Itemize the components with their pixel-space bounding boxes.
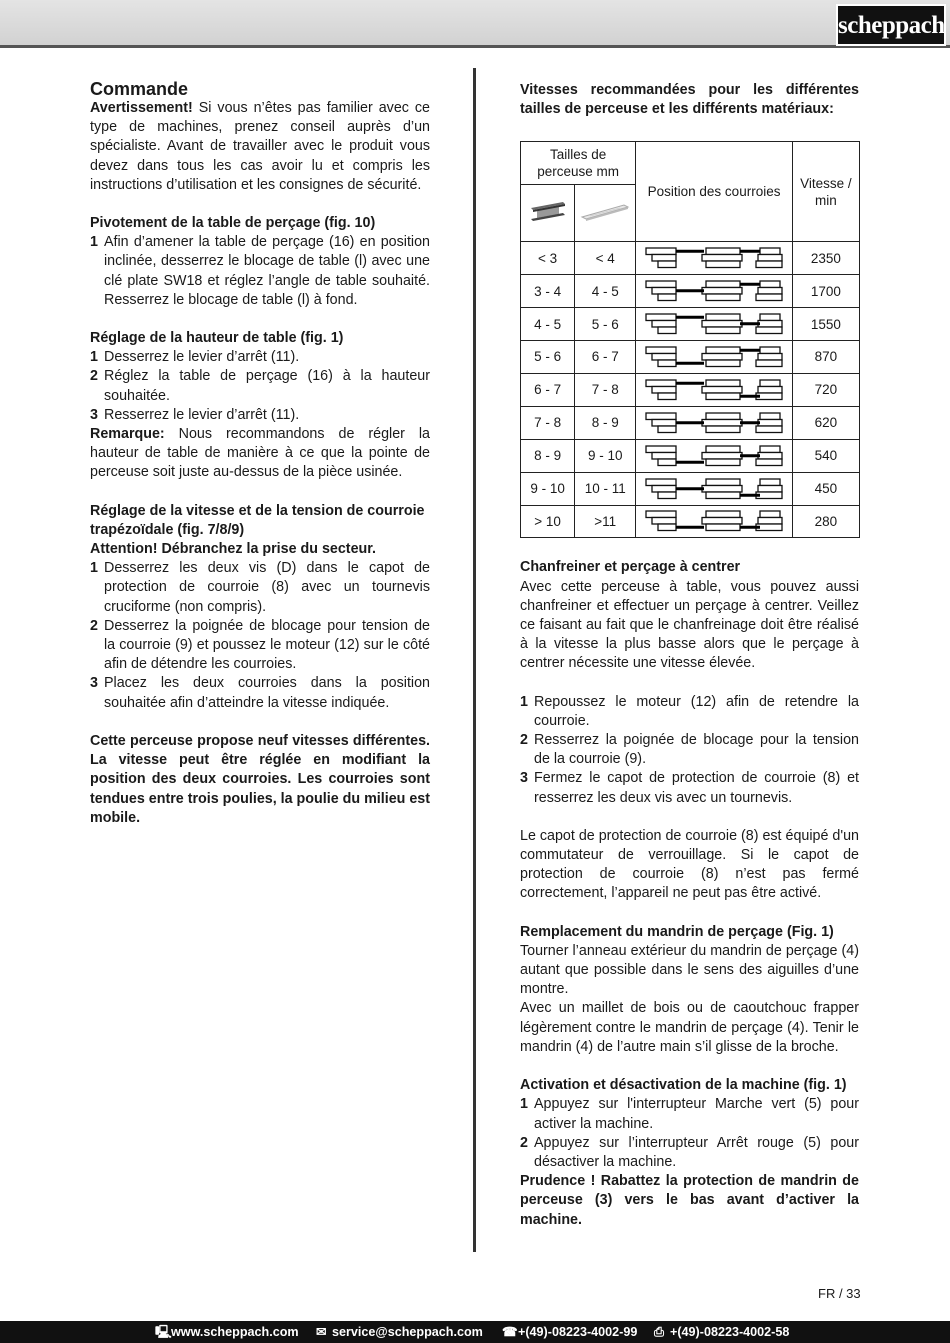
belt-position-cell bbox=[636, 505, 792, 538]
phone-icon: ☎ bbox=[502, 1325, 518, 1339]
list-item bbox=[90, 674, 430, 712]
note-text: Nous recommandons de régler la hauteur de table de manière à ce que la pointe de perceuse soit juste au-dessus de la pièce usinée. bbox=[90, 426, 430, 481]
list-item-number: 2 bbox=[520, 1134, 528, 1151]
list-item bbox=[90, 233, 430, 310]
list-item bbox=[90, 367, 430, 405]
footer-bar bbox=[0, 1321, 950, 1343]
chamfer-text: Avec cette perceuse à table, vous pouvez aussi chanfreiner et effectuer un perçage à centrer. Veillez ce faisant au fait que le chanfreinage doit être réalisé à la vitesse la plus basse alors que le perçage à centrer nécessite une vitesse élevée. bbox=[520, 578, 859, 672]
table-row bbox=[521, 242, 860, 275]
belt-position-cell bbox=[636, 439, 792, 472]
list-item-number: 1 bbox=[90, 349, 98, 366]
material-wood-cell bbox=[575, 185, 636, 242]
belt-position-diagram bbox=[644, 411, 784, 435]
list-item bbox=[90, 559, 430, 617]
table-row bbox=[521, 439, 860, 472]
note-paragraph bbox=[90, 425, 430, 483]
steel-size-cell: 3 - 4 bbox=[521, 275, 575, 308]
footer-phone: +(49)-08223-4002-99 bbox=[518, 1325, 638, 1339]
list-on-off bbox=[520, 1095, 859, 1172]
material-steel-cell bbox=[521, 185, 575, 242]
list-item-text: Resserrez le levier d’arrêt (11). bbox=[104, 406, 300, 423]
belt-position-diagram bbox=[644, 477, 784, 501]
belt-position-diagram bbox=[644, 312, 784, 336]
wood-size-cell: 6 - 7 bbox=[575, 341, 636, 374]
steel-size-cell: 4 - 5 bbox=[521, 308, 575, 341]
steel-size-cell: 9 - 10 bbox=[521, 472, 575, 505]
list-item bbox=[90, 406, 430, 425]
list-item bbox=[520, 769, 859, 807]
warning-text: Si vous n’êtes pas familier avec ce type de machines, prenez conseil auprès d’un spécialiste. Avant de travailler avec le produit vous devez dans tous les cas avoir lu et compris les instructions d’utilisation et les consignes de sécurité. bbox=[90, 100, 430, 193]
list-item-text: Repoussez le moteur (12) afin de retendre la courroie. bbox=[534, 693, 859, 729]
belt-position-cell bbox=[636, 242, 792, 275]
speed-cell: 280 bbox=[792, 505, 859, 538]
steel-size-cell: > 10 bbox=[521, 505, 575, 538]
speed-table-title: Vitesses recommandées pour les différentes tailles de perceuse et les différents matériaux: bbox=[520, 82, 859, 118]
footer-email[interactable]: service@scheppach.com bbox=[332, 1325, 483, 1339]
belt-position-diagram bbox=[644, 509, 784, 533]
list-table-tilt bbox=[90, 233, 430, 310]
belt-position-diagram bbox=[644, 444, 784, 468]
section-title-commande: Commande bbox=[90, 79, 189, 99]
list-item-number: 3 bbox=[90, 675, 98, 692]
wood-size-cell: 5 - 6 bbox=[575, 308, 636, 341]
computer-icon: 🖳 bbox=[155, 1325, 172, 1339]
speed-cell: 540 bbox=[792, 439, 859, 472]
table-row bbox=[521, 406, 860, 439]
heading-table-height: Réglage de la hauteur de table (fig. 1) bbox=[90, 330, 344, 347]
email-icon: ✉ bbox=[316, 1325, 327, 1339]
speed-cell: 1550 bbox=[792, 308, 859, 341]
table-header-row bbox=[521, 142, 860, 185]
belt-position-cell bbox=[636, 373, 792, 406]
warning-label: Avertissement! bbox=[90, 100, 193, 116]
note-label: Remarque: bbox=[90, 426, 165, 443]
header-drill-size: Tailles de perceuse mm bbox=[521, 142, 636, 185]
list-item-number: 2 bbox=[520, 732, 528, 749]
list-item-number: 3 bbox=[90, 406, 98, 423]
header-belt-position: Position des courroies bbox=[636, 142, 792, 242]
wood-size-cell: 4 - 5 bbox=[575, 275, 636, 308]
steel-beam-icon bbox=[529, 199, 567, 223]
speed-cell: 1700 bbox=[792, 275, 859, 308]
left-column bbox=[90, 79, 430, 828]
wood-size-cell: >11 bbox=[575, 505, 636, 538]
list-item-text: Desserrez le levier d’arrêt (11). bbox=[104, 349, 300, 366]
belt-position-cell bbox=[636, 472, 792, 505]
caution-chuck-guard: Prudence ! Rabattez la protection de mandrin de perceuse (3) vers le bas avant d’activer la machine. bbox=[520, 1173, 859, 1228]
belt-position-diagram bbox=[644, 246, 784, 270]
list-item-text: Réglez la table de perçage (16) à la hauteur souhaitée. bbox=[104, 368, 430, 404]
list-item-text: Fermez le capot de protection de courroie (8) et resserrez les deux vis avec un tournevis. bbox=[534, 770, 859, 806]
wood-size-cell: 7 - 8 bbox=[575, 373, 636, 406]
table-row bbox=[521, 275, 860, 308]
warning-paragraph bbox=[90, 99, 430, 195]
list-item-text: Appuyez sur l’interrupteur Arrêt rouge (5) pour désactiver la machine. bbox=[534, 1134, 859, 1170]
list-chamfer bbox=[520, 693, 859, 808]
list-item-number: 2 bbox=[90, 617, 98, 634]
table-row bbox=[521, 505, 860, 538]
list-item bbox=[90, 617, 430, 675]
chuck-text-2: Avec un maillet de bois ou de caoutchouc frapper légèrement contre le mandrin de perçage (4). Tenir le mandrin (4) de l’autre main s’il glisse de la broche. bbox=[520, 1000, 859, 1055]
speed-cell: 620 bbox=[792, 406, 859, 439]
list-item-number: 3 bbox=[520, 770, 528, 787]
wood-size-cell: 10 - 11 bbox=[575, 472, 636, 505]
list-table-height bbox=[90, 348, 430, 425]
chuck-text-1: Tourner l’anneau extérieur du mandrin de perçage (4) autant que possible dans le sens des aiguilles d’une montre. bbox=[520, 942, 859, 998]
belt-position-cell bbox=[636, 406, 792, 439]
footer-website[interactable]: www.scheppach.com bbox=[171, 1325, 299, 1339]
table-row bbox=[521, 373, 860, 406]
belt-position-cell bbox=[636, 341, 792, 374]
header-speed: Vitesse / min bbox=[792, 142, 859, 242]
list-item bbox=[90, 348, 430, 367]
belt-position-diagram bbox=[644, 279, 784, 303]
wood-size-cell: < 4 bbox=[575, 242, 636, 275]
speed-cell: 2350 bbox=[792, 242, 859, 275]
belt-position-cell bbox=[636, 275, 792, 308]
list-item bbox=[520, 731, 859, 769]
list-item-text: Appuyez sur l'interrupteur Marche vert (5) pour activer la machine. bbox=[534, 1096, 859, 1132]
steel-size-cell: 8 - 9 bbox=[521, 439, 575, 472]
page-number: FR / 33 bbox=[818, 1286, 861, 1301]
table-row bbox=[521, 341, 860, 374]
column-divider bbox=[473, 68, 476, 1252]
list-item bbox=[520, 1134, 859, 1172]
heading-on-off: Activation et désactivation de la machine (fig. 1) bbox=[520, 1077, 847, 1094]
belt-position-cell bbox=[636, 308, 792, 341]
steel-size-cell: 7 - 8 bbox=[521, 406, 575, 439]
list-item bbox=[520, 693, 859, 731]
steel-size-cell: 6 - 7 bbox=[521, 373, 575, 406]
wood-size-cell: 9 - 10 bbox=[575, 439, 636, 472]
heading-chuck-replace: Remplacement du mandrin de perçage (Fig. 1) bbox=[520, 923, 834, 940]
list-item-number: 2 bbox=[90, 368, 98, 385]
list-item-number: 1 bbox=[520, 693, 528, 710]
heading-chamfer: Chanfreiner et perçage à centrer bbox=[520, 559, 741, 576]
list-item-text: Desserrez les deux vis (D) dans le capot de protection de courroie (8) avec un tournevis cruciforme (non compris). bbox=[104, 560, 430, 615]
list-item-number: 1 bbox=[520, 1096, 528, 1113]
belt-cover-text: Le capot de protection de courroie (8) est équipé d'un commutateur de verrouillage. Si le capot de protection de courroie (8) n’est pas fermé correctement, l’appareil ne peut pas être activé. bbox=[520, 827, 859, 902]
heading-speed-belt: Réglage de la vitesse et de la tension de courroie trapézoïdale (fig. 7/8/9) bbox=[90, 502, 425, 538]
list-item-text: Afin d’amener la table de perçage (16) en position inclinée, desserrez le blocage de table (l) avec une clé plate SW18 et réglez l’angle de table souhaité. Resserrez le blocage de table (l) à fond. bbox=[104, 234, 430, 308]
table-row bbox=[521, 472, 860, 505]
footer-fax: +(49)-08223-4002-58 bbox=[670, 1325, 790, 1339]
brand-logo: scheppach bbox=[836, 4, 946, 46]
wood-size-cell: 8 - 9 bbox=[575, 406, 636, 439]
belt-position-diagram bbox=[644, 378, 784, 402]
list-item-text: Desserrez la poignée de blocage pour tension de la courroie (9) et poussez le moteur (12) sur le côté afin de détendre les courroies. bbox=[104, 617, 430, 673]
right-column bbox=[520, 81, 859, 1230]
steel-size-cell: 5 - 6 bbox=[521, 341, 575, 374]
list-item-number: 1 bbox=[90, 234, 98, 251]
list-item-number: 1 bbox=[90, 560, 98, 577]
list-item-text: Placez les deux courroies dans la position souhaitée afin d’atteindre la vitesse indiquée. bbox=[104, 675, 430, 711]
nine-speeds-paragraph: Cette perceuse propose neuf vitesses différentes. La vitesse peut être réglée en modifiant la position des deux courroies. Les courroies sont tendues entre trois poulies, la poulie du milieu est mobile. bbox=[90, 732, 431, 826]
table-row bbox=[521, 308, 860, 341]
header-bar bbox=[0, 0, 950, 48]
speed-cell: 720 bbox=[792, 373, 859, 406]
wood-plank-icon bbox=[580, 199, 630, 223]
steel-size-cell: < 3 bbox=[521, 242, 575, 275]
attention-unplug: Attention! Débranchez la prise du secteur. bbox=[90, 541, 377, 558]
fax-icon: ⎙ bbox=[654, 1325, 665, 1339]
list-item bbox=[520, 1095, 859, 1133]
list-item-text: Resserrez la poignée de blocage pour la tension de la courroie (9). bbox=[534, 732, 859, 768]
heading-table-tilt: Pivotement de la table de perçage (fig. 10) bbox=[90, 215, 376, 232]
speed-cell: 450 bbox=[792, 472, 859, 505]
speed-cell: 870 bbox=[792, 341, 859, 374]
list-speed-belt bbox=[90, 559, 430, 713]
belt-position-diagram bbox=[644, 345, 784, 369]
speed-table bbox=[520, 141, 860, 538]
